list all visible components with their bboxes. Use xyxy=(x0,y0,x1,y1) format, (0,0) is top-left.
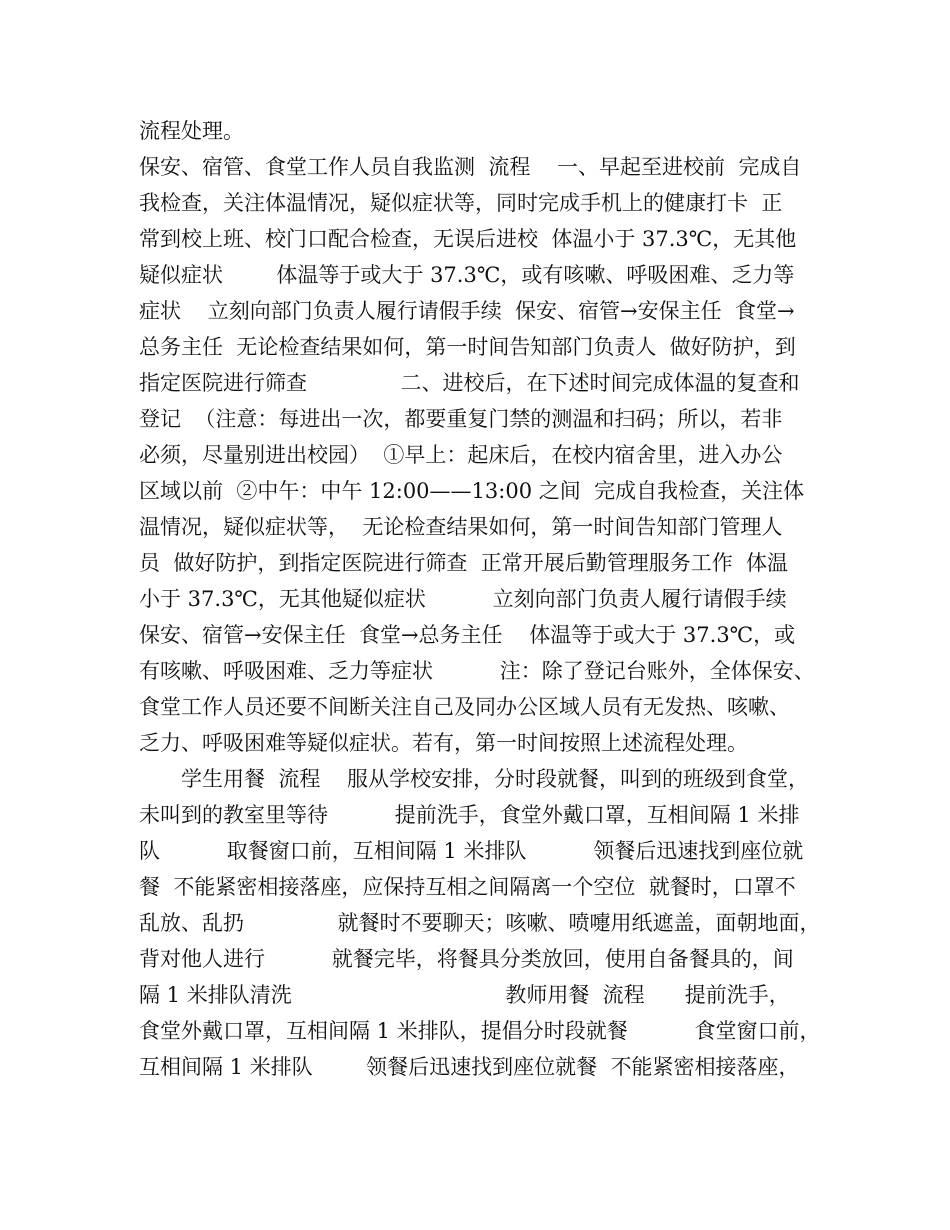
document-body xyxy=(139,113,829,1085)
text-line: 登记 （注意：每进出一次，都要重复门禁的测温和扫码；所以，若非 xyxy=(139,407,783,431)
text-line: 保安、宿管、食堂工作人员自我监测 流程 一、早起至进校前 完成自 xyxy=(139,155,802,179)
text-line: 流程处理。 xyxy=(139,119,244,143)
text-line: 餐 不能紧密相接落座，应保持互相之间隔离一个空位 就餐时，口罩不 xyxy=(139,875,796,899)
text-line: 未叫到的教室里等待 提前洗手，食堂外戴口罩，互相间隔 1 米排 xyxy=(139,803,800,827)
text-line: 我检查，关注体温情况，疑似症状等，同时完成手机上的健康打卡 正 xyxy=(139,191,783,215)
text-line: 总务主任 无论检查结果如何，第一时间告知部门负责人 做好防护，到 xyxy=(139,335,796,359)
text-line: 必须，尽量别进出校园） ①早上：起床后，在校内宿舍里，进入办公 xyxy=(139,443,783,467)
text-line: 背对他人进行 就餐完毕，将餐具分类放回，使用自备餐具的，间 xyxy=(139,947,794,971)
text-line: 指定医院进行筛查 二、进校后，在下述时间完成体温的复查和 xyxy=(139,371,800,395)
text-line: 乏力、呼吸困难等疑似症状。若有，第一时间按照上述流程处理。 xyxy=(139,731,748,755)
text-line: 症状 立刻向部门负责人履行请假手续 保安、宿管→安保主任 食堂→ xyxy=(139,299,795,323)
text-line: 保安、宿管→安保主任 食堂→总务主任 体温等于或大于 37.3℃，或 xyxy=(139,623,796,647)
text-line: 互相间隔 1 米排队 领餐后迅速找到座位就餐 不能紧密相接落座， xyxy=(139,1055,800,1079)
text-line: 队 取餐窗口前，互相间隔 1 米排队 领餐后迅速找到座位就 xyxy=(139,839,804,863)
text-line: 有咳嗽、呼吸困难、乏力等症状 注：除了登记台账外，全体保安、 xyxy=(139,659,815,683)
text-line: 温情况，疑似症状等， 无论检查结果如何，第一时间告知部门管理人 xyxy=(139,515,783,539)
text-line: 员 做好防护，到指定医院进行筛查 正常开展后勤管理服务工作 体温 xyxy=(139,551,789,575)
text-line: 食堂外戴口罩，互相间隔 1 米排队，提倡分时段就餐 食堂窗口前， xyxy=(139,1019,821,1043)
text-line: 疑似症状 体温等于或大于 37.3℃，或有咳嗽、呼吸困难、乏力等 xyxy=(139,263,795,287)
text-line: 小于 37.3℃，无其他疑似症状 立刻向部门负责人履行请假手续 xyxy=(139,587,787,611)
text-line: 食堂工作人员还要不间断关注自己及同办公区域人员有无发热、咳嗽、 xyxy=(139,695,790,719)
text-line: 常到校上班、校门口配合检查，无误后进校 体温小于 37.3℃，无其他 xyxy=(139,227,797,251)
text-line: 隔 1 米排队清洗 教师用餐 流程 提前洗手， xyxy=(139,983,790,1007)
text-line: 乱放、乱扔 就餐时不要聊天；咳嗽、喷嚏用纸遮盖，面朝地面， xyxy=(139,911,821,935)
text-line: 区域以前 ②中午：中午 12:00——13:00 之间 完成自我检查，关注体 xyxy=(139,479,805,503)
paragraph-start-line: 学生用餐 流程 服从学校安排，分时段就餐，叫到的班级到食堂， xyxy=(181,767,810,791)
